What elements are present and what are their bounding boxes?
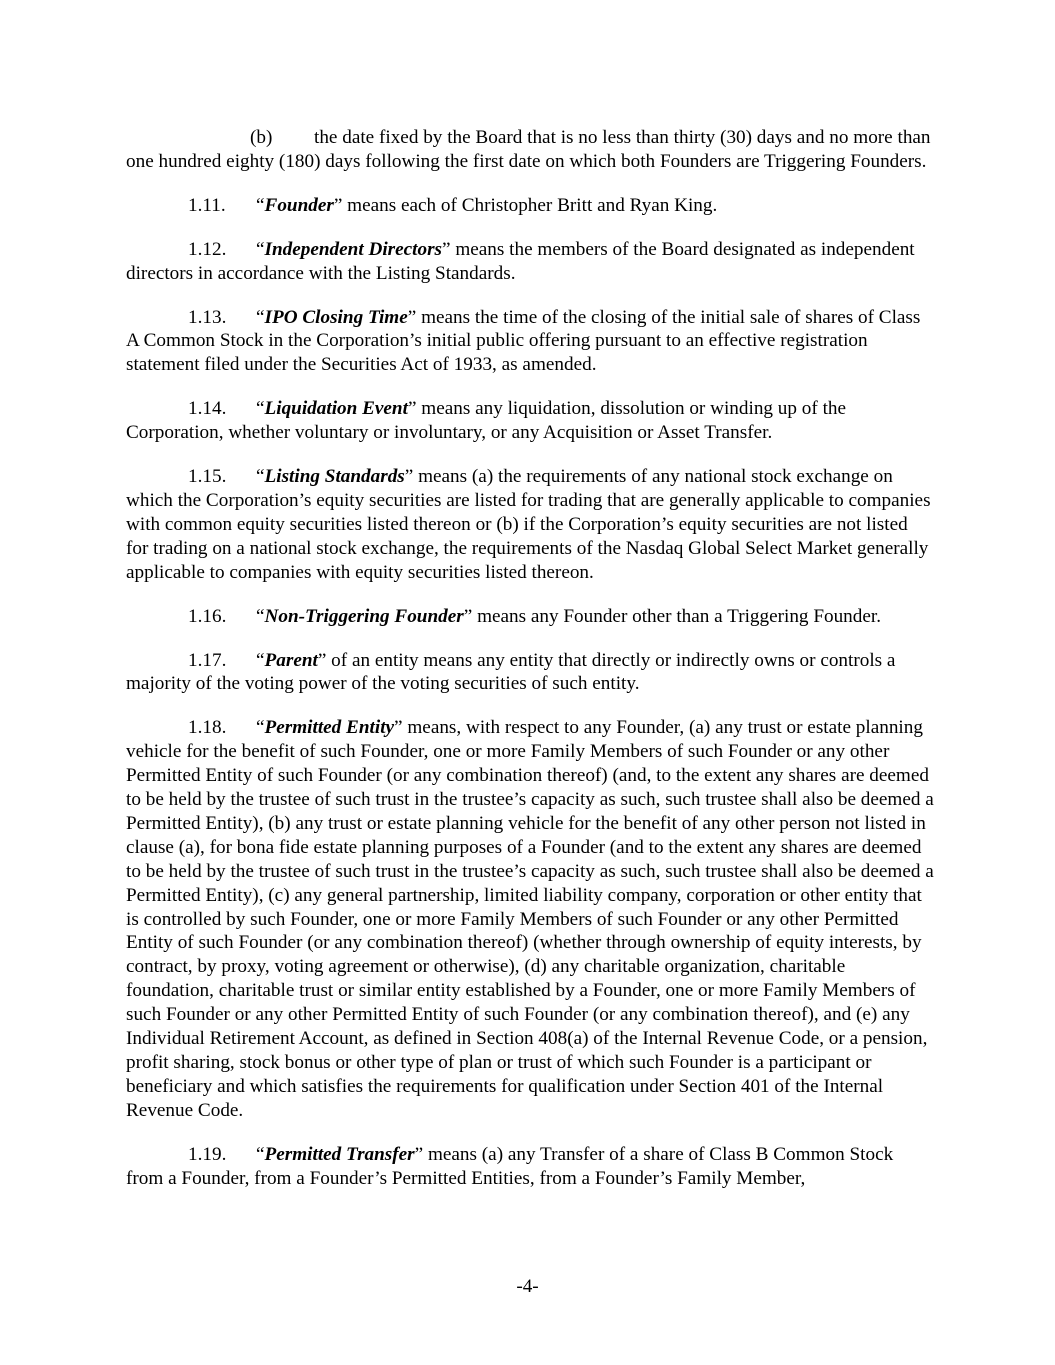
definition-text: of an entity means any entity that directly or indirectly owns or controls a majority of the voting power of the voting securities of such entity.	[126, 649, 896, 695]
definition-text: means (a) the requirements of any national stock exchange on which the Corporation’s equity securities are listed for trading that are generally applicable to companies with common equity securities listed thereon or (b) if the Corporation’s equity securities are not listed for trading on a national stock exchange, the requirements of the Nasdaq Global Select Market generally applicable to companies with equity securities listed thereon.	[126, 466, 931, 583]
clause-b	[126, 126, 934, 174]
close-quote: ”	[442, 238, 451, 260]
definition-text: means each of Christopher Britt and Ryan King.	[342, 194, 718, 216]
open-quote: “	[256, 649, 265, 671]
definition-1-14	[126, 397, 934, 445]
definition-1-11	[126, 194, 934, 218]
definition-text: means any Founder other than a Triggering Founder.	[472, 605, 882, 627]
open-quote: “	[256, 1143, 265, 1165]
open-quote: “	[256, 398, 265, 420]
defined-term: Liquidation Event	[264, 398, 408, 420]
close-quote: ”	[463, 605, 473, 627]
defined-term: Parent	[264, 649, 318, 671]
section-number: 1.14.	[188, 398, 227, 420]
section-number: 1.11.	[188, 194, 226, 216]
defined-term: Non-Triggering Founder	[264, 605, 464, 627]
close-quote: ”	[317, 649, 327, 671]
open-quote: “	[256, 605, 265, 627]
definition-text: means (a) any Transfer of a share of Class B Common Stock from a Founder, from a Founder’s Permitted Entities, from a Founder’s Family Member,	[126, 1143, 894, 1189]
close-quote: ”	[404, 466, 414, 488]
definition-text: means the members of the Board designated as independent directors in accordance with the Listing Standards.	[126, 238, 915, 284]
section-number: 1.17.	[188, 649, 227, 671]
open-quote: “	[256, 466, 265, 488]
defined-term: Founder	[264, 194, 334, 216]
defined-term: Listing Standards	[264, 466, 405, 488]
section-number: 1.18.	[188, 717, 227, 739]
definition-1-15	[126, 465, 934, 585]
clause-text: the date fixed by the Board that is no less than thirty (30) days and no more than one hundred eighty (180) days following the first date on which both Founders are Triggering Founders.	[126, 127, 931, 172]
section-number: 1.16.	[188, 605, 227, 627]
open-quote: “	[256, 717, 265, 739]
defined-term: Permitted Entity	[264, 717, 395, 739]
section-number: 1.13.	[188, 306, 227, 328]
close-quote: ”	[333, 194, 343, 216]
definition-1-19	[126, 1143, 934, 1191]
defined-term: Independent Directors	[264, 238, 443, 260]
definition-1-17	[126, 649, 934, 697]
close-quote: ”	[407, 398, 417, 420]
definition-1-12	[126, 238, 934, 286]
document-page	[126, 126, 934, 1211]
defined-term: Permitted Transfer	[264, 1143, 415, 1165]
definition-text: means the time of the closing of the initial sale of shares of Class A Common Stock in the Corporation’s initial public offering pursuant to an effective registration statement filed under the Securities Act of 1933, as amended.	[126, 306, 921, 376]
definition-1-16	[126, 605, 934, 629]
page-number: -4-	[516, 1276, 539, 1297]
section-number: 1.15.	[188, 466, 227, 488]
definition-text: means, with respect to any Founder, (a) any trust or estate planning vehicle for the benefit of such Founder, one or more Family Members of such Founder or any other Permitted Entity of such Founder (or any combination thereof) (and, to the extent any shares are deemed to be held by the trustee of such trust in the trustee’s capacity as such, such trustee shall also be deemed a Permitted Entity), (b) any trust or estate planning vehicle for the benefit of any other person not listed in clause (a), for bona fide estate planning purposes of a Founder (and to the extent any shares are deemed to be held by the trustee of such trust in the trustee’s capacity as such, such trustee shall also be deemed a Permitted Entity), (c) any general partnership, limited liability company, corporation or other entity that is controlled by such Founder, one or more Family Members of such Founder or any other Permitted Entity of such Founder (or any combination thereof) (whether through ownership of equity interests, by contract, by proxy, voting agreement or otherwise), (d) any charitable organization, charitable foundation, charitable trust or similar entity established by a Founder, one or more Family Members of such Founder or any other Permitted Entity of such Founder (or any combination thereof), and (e) any Individual Retirement Account, as defined in Section 408(a) of the Internal Revenue Code, or a pension, profit sharing, stock bonus or other type of plan or trust of which such Founder is a participant or beneficiary and which satisfies the requirements for qualification under Section 401 of the Internal Revenue Code.	[126, 717, 934, 1121]
open-quote: “	[256, 238, 265, 260]
close-quote: ”	[407, 306, 417, 328]
definition-1-18	[126, 716, 934, 1122]
open-quote: “	[256, 194, 265, 216]
open-quote: “	[256, 306, 265, 328]
definition-1-13	[126, 306, 934, 378]
defined-term: IPO Closing Time	[264, 306, 408, 328]
clause-number: (b)	[250, 127, 273, 148]
close-quote: ”	[394, 717, 403, 739]
section-number: 1.12.	[188, 238, 227, 260]
definition-text: means any liquidation, dissolution or winding up of the Corporation, whether voluntary or involuntary, or any Acquisition or Asset Transfer.	[126, 398, 847, 444]
section-number: 1.19.	[188, 1143, 227, 1165]
close-quote: ”	[414, 1143, 424, 1165]
